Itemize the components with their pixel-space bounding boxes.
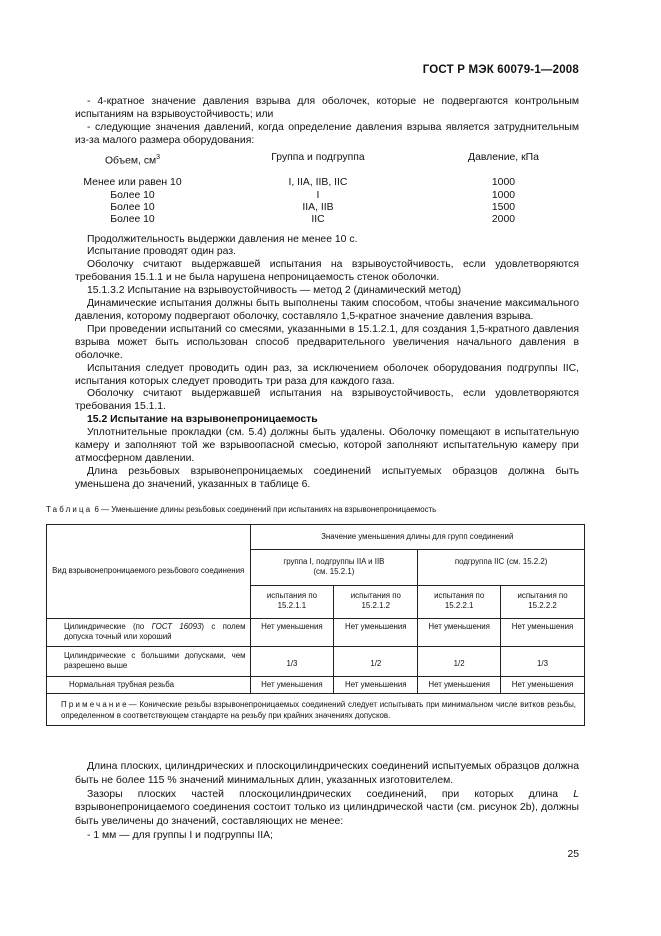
cell-value: 1/3 xyxy=(501,646,585,676)
header-test-15-2-2-2: испытания по 15.2.2.2 xyxy=(501,585,585,618)
cell-value: Нет уменьшения xyxy=(501,676,585,694)
table-caption-prefix: Таблица xyxy=(46,505,93,514)
cell-value: Нет уменьшения xyxy=(250,676,334,694)
paragraph: Испытания следует проводить один раз, за исключением оболочек оборудования подгруппы IIC, испытания которых следует проводить три раза для каждого газа. xyxy=(75,362,579,387)
cell-volume: Более 10 xyxy=(110,189,155,201)
document-header: ГОСТ Р МЭК 60079-1—2008 xyxy=(422,64,579,76)
row-joint-name: Цилиндрические (по ГОСТ 16093) с полем допуска точный или хороший xyxy=(47,618,251,646)
cell-volume: Менее или равен 10 xyxy=(83,177,182,189)
list-item: - 1 мм — для группы I и подгруппы IIA; xyxy=(87,829,273,841)
cell-pressure: 1000 xyxy=(491,189,516,201)
cell-value: Нет уменьшения xyxy=(334,618,418,646)
header-joint-type: Вид взрывонепроницаемого резьбового соединения xyxy=(47,525,251,619)
pressure-table-header-volume: Объем, $см^3$ xyxy=(104,153,161,167)
paragraph: Динамические испытания должны быть выполнены таким способом, чтобы значение максимального давления, которому подвергают оболочку, составляло 1,5-кратное значение давления взрыва. xyxy=(75,298,579,323)
pressure-table xyxy=(75,152,579,227)
subsection-title: 15.1.3.2 Испытание на взрывоустойчивость — метод 2 (динамический метод) xyxy=(87,285,462,297)
table-row xyxy=(75,214,579,226)
pressure-table-header-pressure: Давление, кПа xyxy=(468,151,539,163)
header-test-15-2-1-2: испытания по 15.2.1.2 xyxy=(334,585,418,618)
table-caption-text: — Уменьшение длины резьбовых соединений при испытаниях на взрывонепроницаемость xyxy=(101,505,437,514)
cell-volume: Более 10 xyxy=(110,201,155,213)
pressure-table-header-group: Группа и подгруппа xyxy=(271,151,365,163)
row-joint-name: Нормальная трубная резьба xyxy=(47,676,251,694)
cell-group: IIC xyxy=(311,214,325,226)
paragraph: Оболочку считают выдержавшей испытания на взрывоустойчивость, если удовлетворяются требования 15.1.1. xyxy=(75,388,579,413)
cell-value: Нет уменьшения xyxy=(418,676,501,694)
list-item: - 4-кратное значение давления взрыва для оболочек, которые не подвергаются контрольным испытаниям на взрывоустойчивость; или xyxy=(75,96,579,120)
cell-pressure: 2000 xyxy=(491,214,516,226)
table-caption-number: 6 xyxy=(94,505,99,514)
cell-value: Нет уменьшения xyxy=(334,676,418,694)
paragraph: Испытание проводят один раз. xyxy=(87,246,236,258)
thread-reduction-table xyxy=(46,524,585,726)
main-text xyxy=(75,96,579,492)
note-label: Примечание xyxy=(61,700,129,709)
cell-value: Нет уменьшения xyxy=(418,618,501,646)
cell-value: 1/3 xyxy=(250,646,334,676)
page-number: 25 xyxy=(567,849,579,860)
header-test-15-2-1-1: испытания по 15.2.1.1 xyxy=(250,585,334,618)
note-text: — Конические резьбы взрывонепроницаемых соединений следует испытывать при минимальном числе витков резьбы, определенном в соответствующем стандарте на резьбу при крайних значениях допусков. xyxy=(61,700,576,720)
header-group-2: подгруппа IIC (см. 15.2.2) xyxy=(418,549,585,585)
cell-pressure: 1500 xyxy=(491,201,516,213)
cell-value: 1/2 xyxy=(418,646,501,676)
section-title: 15.2 Испытание на взрывонепроницаемость xyxy=(87,414,318,426)
row-joint-name: Цилиндрические с большими допусками, чем разрешено выше xyxy=(47,646,251,676)
paragraph: Оболочку считают выдержавшей испытания на взрывоустойчивость, если удовлетворяются требования 15.1.1 и не была нарушена непроницаемость стенок оболочки. xyxy=(75,259,579,284)
table-row xyxy=(47,646,585,676)
table-row xyxy=(75,177,579,189)
bottom-text xyxy=(75,760,579,843)
table-row xyxy=(75,202,579,214)
cell-group: I xyxy=(316,189,320,201)
cell-volume: Более 10 xyxy=(110,214,155,226)
header-reduction: Значение уменьшения длины для групп соединений xyxy=(250,525,584,550)
paragraph: Длина плоских, цилиндрических и плоскоцилиндрических соединений испытуемых образцов должна быть не более 115 % значений минимальных длин, указанных изготовителем. xyxy=(75,761,579,786)
paragraph: Зазоры плоских частей плоскоцилиндрических соединений, при которых длина L взрывонепроницаемого соединения состоит только из цилиндрической части (см. рисунок 2b), должны быть увеличены до значений, составляющих не менее: xyxy=(75,788,579,828)
cell-value: Нет уменьшения xyxy=(250,618,334,646)
header-test-15-2-2-1: испытания по 15.2.2.1 xyxy=(418,585,501,618)
cell-value: 1/2 xyxy=(334,646,418,676)
cell-pressure: 1000 xyxy=(491,177,516,189)
table-row xyxy=(47,618,585,646)
header-group-1: группа I, подгруппы IIA и IIB (см. 15.2.1) xyxy=(250,549,418,585)
cell-value: Нет уменьшения xyxy=(501,618,585,646)
table-note xyxy=(47,694,585,726)
table-row xyxy=(75,190,579,202)
table-caption xyxy=(46,505,606,514)
table-row xyxy=(47,676,585,694)
paragraph: Длина резьбовых взрывонепроницаемых соединений испытуемых образцов должна быть уменьшена до значений, указанных в таблице 6. xyxy=(75,465,579,490)
list-item: - следующие значения давлений, когда определение давления взрыва является затруднительным из-за малого размера оборудования: xyxy=(75,121,579,146)
cell-group: I, IIA, IIB, IIC xyxy=(288,177,348,189)
cell-group: IIA, IIB xyxy=(302,201,334,213)
paragraph: Уплотнительные прокладки (см. 5.4) должны быть удалены. Оболочку помещают в испытательную камеру и заполняют той же взрывоопасной смесью, которой заполняют испытательную камеру при атмосферном давлении. xyxy=(75,427,579,464)
paragraph: При проведении испытаний со смесями, указанными в 15.1.2.1, для создания 1,5-кратного давления взрыва может быть использован способ предварительного увеличения начального давления в оболочке. xyxy=(75,323,579,361)
paragraph: Продолжительность выдержки давления не менее 10 с. xyxy=(87,233,358,245)
